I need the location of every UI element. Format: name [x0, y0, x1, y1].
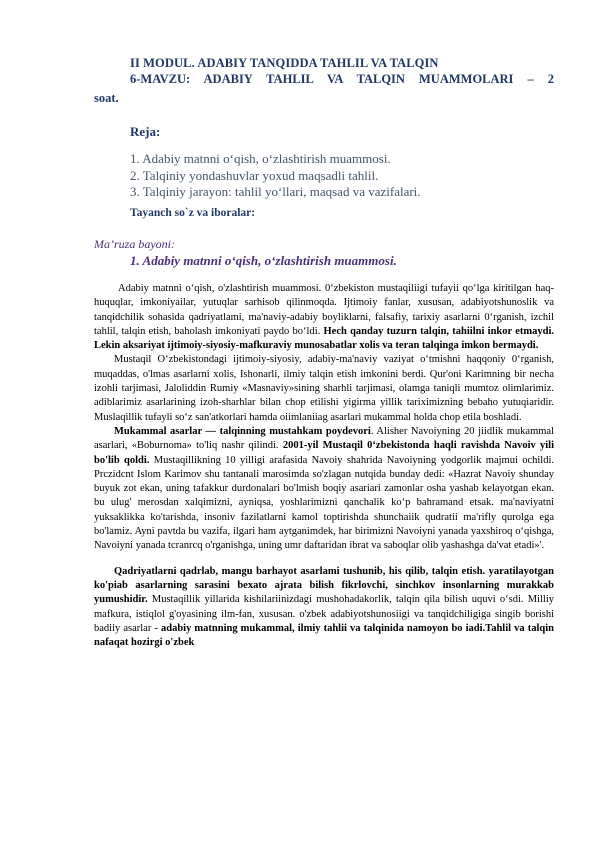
section-subtitle: 1. Adabiy matnni o‘qish, o‘zlashtirish muammosi.	[130, 253, 397, 268]
paragraph-emphasis: Qadriyatlarni qadrlab, mangu barhayot asarlami tushunib, his qilib, talqin etish. yaratilayotgan ko'piab asarlarning sarasini bexato ajrata bilish fikrlovchi, sinchkov insonlarning murakkab yumushidir.	[94, 565, 554, 606]
lecture-label: Ma’ruza bayoni:	[94, 237, 175, 251]
paragraph-text: Mustaqillik yillarida kishilariinizdagi mushohadakorlik, talqin qila bilish uquvi o‘sdi. Milliy mafkura, istiqlol g'oyasining ilm-fan, xususan. o'zbek adabiyotshunosiigi va tanqidchiligiga singib borishi badiiy asarlar -	[94, 594, 554, 634]
body-text	[94, 282, 554, 650]
paragraph	[94, 565, 554, 651]
plan-heading: Reja:	[130, 124, 161, 139]
plan-item: 3. Talqiniy jarayon: tahlil yo‘llari, maqsad va vazifalari.	[130, 184, 421, 199]
paragraph-gap	[94, 554, 554, 565]
paragraph-text: Adabiy matnni o‘qish, o'zlashtirish muammosi. 0‘zbekiston mustaqiliigi tufayii qo‘lga kiritilgan haq-huquqlar, imkoniyailar, yutuqlar sarhisob qilinmoqda. Ijtimoiy fanlar, xususan, adabiyotshunoslik va tanqidchilik sohasida qadriyatlami, ma'naviy-adabiy boyliklarni, falsafiy, tarixiy asarlarni 0‘rganish, izchil tahlil, talqin etish, baholash imkoniyati paydo bo‘ldi.	[94, 283, 554, 337]
paragraph	[94, 425, 554, 554]
topic-title: 6-MAVZU: ADABIY TAHLIL VA TALQIN MUAMMOLARI – 2	[130, 72, 554, 86]
paragraph-text: Mustaqil O‘zbekistondagi ijtimoiy-siyosiy, adabiy-ma'naviy vaziyat o‘tmishni haqqoniy 0‘rganish, muqaddas, o'lmas asarlarni xolis, Ishonarli, ilmiy talqin etish imkonini berdi. Qur'oni Karimning bir necha izohli tarjimasi, Jaloliddin Rumiy «Masnaviy»sining sharhli tarjimasi, olamga taniqli mumtoz olimlarimiz. adiblarimiz asarlarining izoh-sharhlar bilan chop etilishi yigirma yillik tariximizning bebaho yutuqiaridir. Muslaqillik tufayli so‘z san'atkorlari hamda oiimlaniiag asarlari mukammal holda chop etila boshladi.	[94, 354, 554, 423]
module-title: II MODUL. ADABIY TANQIDDA TAHLIL VA TALQIN	[130, 56, 439, 70]
topic-title-continuation: soat.	[94, 91, 119, 105]
paragraph	[94, 282, 554, 353]
paragraph-emphasis: Hech qanday tuzurn talqin, tahiilni inkor etmaydi. Lekin aksariyat ijtimoiy-siyosiy-mafkuraviy munosabatlar xolis va teran talqinga imkon bermaydi.	[94, 325, 555, 352]
keywords-heading: Tayanch so`z va iboralar:	[130, 207, 256, 219]
paragraph	[94, 353, 554, 424]
paragraph-emphasis: 2001-yil Mustaqil 0‘zbekistonda haqli ravishda Navoiv yili bo'lib qoldi.	[94, 440, 555, 466]
plan-item: 2. Talqiniy yondashuvlar yoxud maqsadli tahlil.	[130, 167, 379, 183]
plan-item: 1. Adabiy matnni o‘qish, o‘zlashtirish muammosi.	[130, 151, 391, 166]
paragraph-emphasis: Mukammal asarlar — talqinning mustahkam poydevori	[114, 425, 371, 437]
paragraph-emphasis: adabiy matnning mukammal, ilmiy tahlii va talqinida namoyon bo iadi.Tahlil va talqin nafaqat hozirgi o'zbek	[94, 622, 554, 649]
paragraph-text: Mustaqillikning 10 yilligi arafasida Navoiy shahrida Navoiyning yodgorlik majmui ochildi. Prczidcnt Islom Karimov shu tantanali marosimda so'zlagan nutqida bunday dedi: «Hazrat Navoiy shunday buyuk zot ekan, uning tafakkur durdonalari bo'lmish boqiy asariari zamonlar osha yashab kelayotgan ekan. bu ulug' merosdan xalqimizni, ayniqsa, yoshlarimizni qanchalik ko‘p bahramand etsak. ma'naviyatni yuksaklikka ko'tarishda, insoniv fazilatlarni kamol toptirishda shunchaiik qudratii ma'rifly qurolga ega bo'lamiz. Ayni pavtda bu vazifa, ilgari ham aytganimdek, har birimizni Navoiyni yanada yaxshiroq o‘qishga, Navoiyni yanada tcranrcq o'rganishga, uning umr daftaridan ibrat va saboqlar olib yashashga da'vat etadi»'.	[94, 454, 554, 552]
paragraph-text: . Alisher Navoiyning 20 jiidlik mukammal asarlari, «Boburnoma» to'liq nashr qilindi.	[94, 425, 554, 452]
plan-list	[130, 151, 421, 201]
